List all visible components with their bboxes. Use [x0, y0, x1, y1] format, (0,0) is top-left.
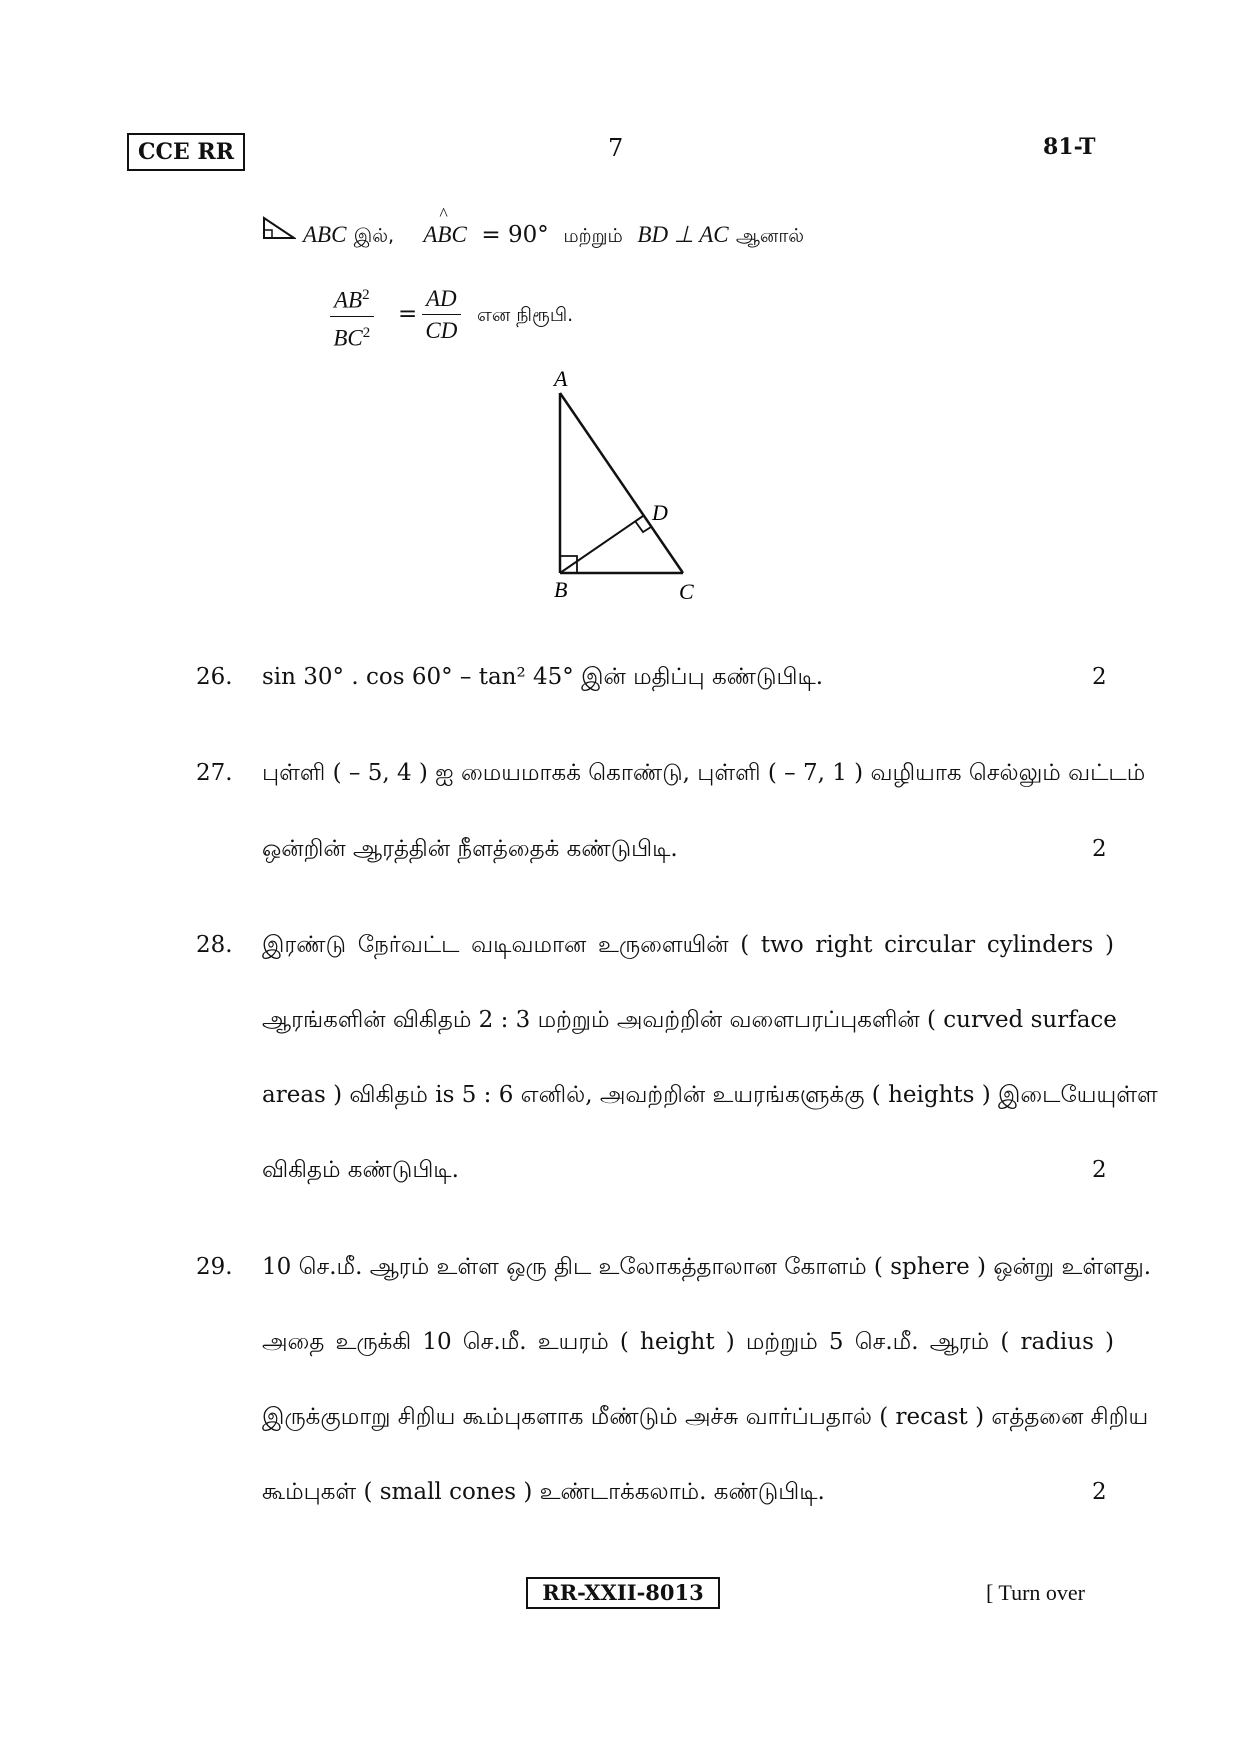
q25-in-word: இல்,	[353, 225, 395, 247]
q25-frac2-den: CD	[425, 318, 458, 343]
q25-angle-b	[437, 204, 452, 248]
q25-equals: =	[398, 301, 418, 327]
side-ac	[560, 393, 683, 573]
q25-angle-b-label: B	[437, 222, 452, 247]
question-28-line-1: இரண்டு நேர்வட்ட வடிவமான உருளையின் ( two right circular cylinders )	[262, 932, 1114, 958]
q25-angle-a: A	[423, 222, 438, 247]
q25-triangle-name: ABC	[303, 222, 347, 247]
vertex-label-b: B	[554, 577, 568, 602]
q25-statement	[303, 204, 805, 250]
question-27-marks: 2	[1092, 836, 1107, 862]
question-29-line-2: அதை உருக்கி 10 செ.மீ. உயரம் ( height ) மற்றும் 5 செ.மீ. ஆரம் ( radius )	[262, 1329, 1114, 1355]
question-26-number: 26.	[196, 664, 233, 690]
vertex-label-c: C	[679, 579, 694, 604]
footer-code-box: RR-XXII-8013	[526, 1577, 720, 1609]
triangle-icon	[262, 216, 296, 240]
turn-over-text: [ Turn over	[986, 1580, 1086, 1605]
question-28-line-2: ஆரங்களின் விகிதம் 2 : 3 மற்றும் அவற்றின் வளைபரப்புகளின் ( curved surface	[262, 1007, 1117, 1033]
question-28-marks: 2	[1092, 1157, 1107, 1183]
segment-bd	[560, 516, 643, 573]
q25-frac1-den: BC	[333, 325, 363, 351]
question-28-number: 28.	[196, 932, 233, 958]
question-26-line-1: sin 30° . cos 60° – tan² 45° இன் மதிப்பு கண்டுபிடி.	[262, 664, 824, 690]
page-number: 7	[608, 134, 624, 162]
q25-frac1-num: AB	[334, 287, 363, 313]
q25-perpendicular: BD ⊥ AC	[637, 222, 729, 247]
q25-fraction-left	[330, 280, 374, 354]
q25-frac2-num: AD	[422, 284, 461, 315]
vertex-label-d: D	[652, 500, 668, 525]
q25-and-word: மற்றும்	[563, 225, 623, 247]
q25-fraction-right	[422, 284, 461, 347]
question-29-marks: 2	[1092, 1479, 1107, 1505]
question-29-line-1: 10 செ.மீ. ஆரம் உள்ள ஒரு திட உலோகத்தாலான கோளம் ( sphere ) ஒன்று உள்ளது.	[262, 1254, 1152, 1280]
right-triangle-figure	[540, 360, 720, 610]
vertex-label-a: A	[554, 366, 568, 391]
question-27-line-2: ஒன்றின் ஆரத்தின் நீளத்தைக் கண்டுபிடி.	[262, 836, 678, 862]
header-code-box: CCE RR	[127, 133, 245, 171]
q25-if-word: ஆனால்	[735, 225, 805, 247]
q25-frac1-num-exp: 2	[362, 287, 370, 303]
question-28-line-3: areas ) விகிதம் is 5 : 6 எனில், அவற்றின் உயரங்களுக்கு ( heights ) இடையேயுள்ள	[262, 1082, 1158, 1108]
question-27-number: 27.	[196, 760, 233, 786]
question-29-line-4: கூம்புகள் ( small cones ) உண்டாக்கலாம். கண்டுபிடி.	[262, 1479, 825, 1505]
question-29-line-3: இருக்குமாறு சிறிய கூம்புகளாக மீண்டும் அச்சு வார்ப்பதால் ( recast ) எத்தனை சிறிய	[262, 1404, 1149, 1430]
q25-prove-text: என நிரூபி.	[477, 304, 574, 326]
angle-hat-icon: ^	[439, 204, 448, 224]
q25-angle-value: = 90°	[481, 222, 549, 248]
q25-angle-c: C	[451, 222, 467, 247]
q25-frac1-den-exp: 2	[362, 324, 371, 341]
paper-code: 81-T	[1043, 134, 1096, 160]
question-29-number: 29.	[196, 1254, 233, 1280]
question-28-line-4: விகிதம் கண்டுபிடி.	[262, 1157, 459, 1183]
question-26-marks: 2	[1092, 664, 1107, 690]
question-27-line-1: புள்ளி ( – 5, 4 ) ஐ மையமாகக் கொண்டு, புள்ளி ( – 7, 1 ) வழியாக செல்லும் வட்டம்	[262, 760, 1146, 786]
